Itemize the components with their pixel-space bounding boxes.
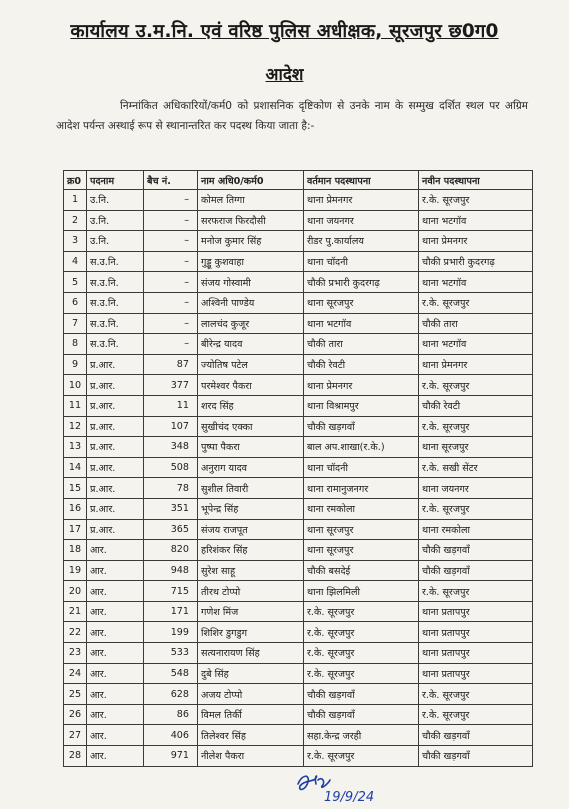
cell-new-posting: र.के. सूरजपुर: [419, 581, 533, 602]
cell-new-posting: थाना प्रतापपुर: [419, 663, 533, 684]
cell-serial: 15: [64, 478, 87, 499]
cell-serial: 7: [64, 313, 87, 334]
table-row: [64, 601, 533, 622]
cell-name: शरद सिंह: [198, 395, 304, 416]
cell-current-posting: थाना झिलमिली: [304, 581, 419, 602]
cell-current-posting: थाना भटगॉव: [304, 313, 419, 334]
cell-serial: 28: [64, 746, 87, 767]
cell-new-posting: थाना रमकोला: [419, 519, 533, 540]
cell-name: परमेश्वर पैकरा: [198, 375, 304, 396]
cell-designation: प्र.आर.: [87, 437, 144, 458]
table-row: [64, 251, 533, 272]
cell-new-posting: र.के. सखी सेंटर: [419, 457, 533, 478]
cell-serial: 9: [64, 354, 87, 375]
cell-designation: स.उ.नि.: [87, 292, 144, 313]
cell-name: गुड्डू कुशवाहा: [198, 251, 304, 272]
header-serial: क्र0: [64, 171, 87, 190]
cell-name: दुबे सिंह: [198, 663, 304, 684]
cell-batch-number: 971: [144, 746, 198, 767]
cell-new-posting: थाना सूरजपुर: [419, 437, 533, 458]
cell-designation: प्र.आर.: [87, 375, 144, 396]
cell-batch-number: 78: [144, 478, 198, 499]
cell-serial: 11: [64, 395, 87, 416]
cell-batch-number: –: [144, 251, 198, 272]
cell-batch-number: –: [144, 292, 198, 313]
cell-name: पुष्पा पैकरा: [198, 437, 304, 458]
cell-batch-number: 87: [144, 354, 198, 375]
cell-name: मनोज कुमार सिंह: [198, 231, 304, 252]
cell-current-posting: थाना रमकोला: [304, 498, 419, 519]
cell-new-posting: थाना भटगॉव: [419, 272, 533, 293]
cell-name: सुरेश साहू: [198, 560, 304, 581]
table-row: [64, 395, 533, 416]
cell-batch-number: 820: [144, 540, 198, 561]
cell-new-posting: थाना प्रतापपुर: [419, 643, 533, 664]
cell-batch-number: 508: [144, 457, 198, 478]
signature-stroke: [318, 779, 330, 788]
cell-serial: 22: [64, 622, 87, 643]
header-new-posting: नवीन पदस्थापना: [419, 171, 533, 190]
cell-designation: स.उ.नि.: [87, 251, 144, 272]
cell-designation: प्र.आर.: [87, 395, 144, 416]
cell-designation: आर.: [87, 601, 144, 622]
cell-batch-number: –: [144, 210, 198, 231]
cell-new-posting: र.के. सूरजपुर: [419, 190, 533, 211]
table-row: [64, 334, 533, 355]
cell-new-posting: र.के. सूरजपुर: [419, 292, 533, 313]
cell-batch-number: –: [144, 190, 198, 211]
office-title: कार्यालय उ.म.नि. एवं वरिष्ठ पुलिस अधीक्षक, सूरजपुर छ0ग0: [70, 21, 499, 42]
cell-serial: 4: [64, 251, 87, 272]
cell-name: सुशील तिवारी: [198, 478, 304, 499]
cell-serial: 23: [64, 643, 87, 664]
transfer-table: [63, 170, 533, 767]
cell-new-posting: र.के. सूरजपुर: [419, 498, 533, 519]
cell-current-posting: थाना सूरजपुर: [304, 292, 419, 313]
cell-new-posting: चौकी खड़गवॉं: [419, 746, 533, 767]
cell-current-posting: र.के. सूरजपुर: [304, 643, 419, 664]
cell-designation: प्र.आर.: [87, 457, 144, 478]
header-batch-number: बैच नं.: [144, 171, 198, 190]
cell-current-posting: सहा.केन्द्र जरही: [304, 725, 419, 746]
cell-name: लालचंद कुजूर: [198, 313, 304, 334]
cell-designation: आर.: [87, 622, 144, 643]
cell-designation: आर.: [87, 560, 144, 581]
cell-current-posting: र.के. सूरजपुर: [304, 601, 419, 622]
cell-serial: 12: [64, 416, 87, 437]
cell-batch-number: 348: [144, 437, 198, 458]
cell-batch-number: 351: [144, 498, 198, 519]
cell-batch-number: 107: [144, 416, 198, 437]
cell-name: अश्विनी पाण्डेय: [198, 292, 304, 313]
cell-serial: 8: [64, 334, 87, 355]
cell-current-posting: र.के. सूरजपुर: [304, 663, 419, 684]
cell-new-posting: थाना प्रतापपुर: [419, 622, 533, 643]
cell-serial: 6: [64, 292, 87, 313]
cell-new-posting: थाना भटगॉव: [419, 210, 533, 231]
cell-designation: आर.: [87, 746, 144, 767]
table-row: [64, 663, 533, 684]
table-row: [64, 643, 533, 664]
cell-designation: आर.: [87, 663, 144, 684]
cell-name: सत्यनारायण सिंह: [198, 643, 304, 664]
table-row: [64, 313, 533, 334]
cell-designation: प्र.आर.: [87, 478, 144, 499]
table-row: [64, 210, 533, 231]
table-row: [64, 704, 533, 725]
cell-serial: 13: [64, 437, 87, 458]
cell-batch-number: –: [144, 272, 198, 293]
table-row: [64, 498, 533, 519]
order-heading: आदेश: [265, 65, 304, 85]
table-row: [64, 746, 533, 767]
table-row: [64, 272, 533, 293]
cell-batch-number: 548: [144, 663, 198, 684]
cell-serial: 20: [64, 581, 87, 602]
cell-current-posting: चौकी खड़गवॉं: [304, 416, 419, 437]
table-row: [64, 519, 533, 540]
cell-new-posting: थाना प्रेमनगर: [419, 354, 533, 375]
table-row: [64, 622, 533, 643]
header-designation: पदनाम: [87, 171, 144, 190]
intro-paragraph: निम्नांकित अधिकारियों/कर्म0 को प्रशासनिक दृष्टिकोण से उनके नाम के सम्मुख दर्शित स्थल पर अग्रिम आदेश पर्यन्त अस्थाई रूप से स्थानान्तरित कर पदस्थ किया जाता है:-: [56, 100, 528, 132]
cell-new-posting: थाना भटगॉव: [419, 334, 533, 355]
cell-designation: स.उ.नि.: [87, 272, 144, 293]
cell-designation: प्र.आर.: [87, 354, 144, 375]
cell-name: भूपेन्द्र सिंह: [198, 498, 304, 519]
cell-new-posting: र.के. सूरजपुर: [419, 684, 533, 705]
cell-name: तीरथ टोप्पो: [198, 581, 304, 602]
table-row: [64, 354, 533, 375]
cell-serial: 25: [64, 684, 87, 705]
cell-batch-number: 86: [144, 704, 198, 725]
table-row: [64, 684, 533, 705]
cell-current-posting: थाना जयनगर: [304, 210, 419, 231]
cell-batch-number: 628: [144, 684, 198, 705]
cell-current-posting: चौकी बसदेई: [304, 560, 419, 581]
cell-current-posting: चौकी खड़गवॉं: [304, 684, 419, 705]
cell-current-posting: र.के. सूरजपुर: [304, 622, 419, 643]
cell-new-posting: चौकी प्रभारी कुदरगढ़: [419, 251, 533, 272]
cell-designation: आर.: [87, 684, 144, 705]
cell-serial: 16: [64, 498, 87, 519]
cell-batch-number: –: [144, 313, 198, 334]
cell-name: तिलेश्वर सिंह: [198, 725, 304, 746]
cell-batch-number: 377: [144, 375, 198, 396]
table-row: [64, 292, 533, 313]
cell-serial: 26: [64, 704, 87, 725]
cell-designation: स.उ.नि.: [87, 313, 144, 334]
table-row: [64, 540, 533, 561]
cell-batch-number: 199: [144, 622, 198, 643]
table-row: [64, 560, 533, 581]
cell-serial: 10: [64, 375, 87, 396]
cell-designation: उ.नि.: [87, 231, 144, 252]
cell-batch-number: 171: [144, 601, 198, 622]
table-row: [64, 478, 533, 499]
cell-new-posting: चौकी रेवटी: [419, 395, 533, 416]
cell-batch-number: –: [144, 231, 198, 252]
header-name: नाम अधि0/कर्म0: [198, 171, 304, 190]
cell-serial: 21: [64, 601, 87, 622]
table-row: [64, 375, 533, 396]
table-header-row: [64, 171, 533, 190]
cell-new-posting: र.के. सूरजपुर: [419, 375, 533, 396]
cell-current-posting: चौकी तारा: [304, 334, 419, 355]
cell-designation: उ.नि.: [87, 210, 144, 231]
cell-designation: आर.: [87, 643, 144, 664]
cell-current-posting: थाना प्रेमनगर: [304, 375, 419, 396]
signature-stroke: [298, 776, 317, 789]
cell-current-posting: चौकी रेवटी: [304, 354, 419, 375]
cell-new-posting: चौकी खड़गवॉं: [419, 540, 533, 561]
cell-new-posting: चौकी खड़गवॉं: [419, 725, 533, 746]
cell-current-posting: रीडर पु.कार्यालय: [304, 231, 419, 252]
cell-current-posting: थाना सूरजपुर: [304, 519, 419, 540]
cell-name: गणेश मिंज: [198, 601, 304, 622]
cell-name: संजय राजपूत: [198, 519, 304, 540]
cell-current-posting: र.के. सूरजपुर: [304, 746, 419, 767]
cell-new-posting: थाना प्रेमनगर: [419, 231, 533, 252]
cell-designation: आर.: [87, 725, 144, 746]
cell-designation: स.उ.नि.: [87, 334, 144, 355]
cell-name: कोमल तिग्गा: [198, 190, 304, 211]
cell-current-posting: थाना प्रेमनगर: [304, 190, 419, 211]
cell-name: नीलेश पैकरा: [198, 746, 304, 767]
signature-date: 19/9/24: [324, 790, 375, 805]
cell-serial: 18: [64, 540, 87, 561]
cell-new-posting: थाना जयनगर: [419, 478, 533, 499]
table-row: [64, 231, 533, 252]
cell-new-posting: र.के. सूरजपुर: [419, 704, 533, 725]
cell-serial: 2: [64, 210, 87, 231]
cell-name: सुखीचंद एक्का: [198, 416, 304, 437]
cell-designation: प्र.आर.: [87, 498, 144, 519]
cell-batch-number: 715: [144, 581, 198, 602]
table-body: [64, 190, 533, 767]
cell-serial: 27: [64, 725, 87, 746]
cell-new-posting: र.के. सूरजपुर: [419, 416, 533, 437]
cell-name: हरिशंकर सिंह: [198, 540, 304, 561]
cell-new-posting: थाना प्रतापपुर: [419, 601, 533, 622]
header-current-posting: वर्तमान पदस्थापना: [304, 171, 419, 190]
cell-designation: प्र.आर.: [87, 416, 144, 437]
cell-serial: 24: [64, 663, 87, 684]
cell-current-posting: बाल अप.शाखा(र.के.): [304, 437, 419, 458]
table-row: [64, 725, 533, 746]
cell-name: संजय गोस्वामी: [198, 272, 304, 293]
cell-name: अजय टोप्पो: [198, 684, 304, 705]
cell-current-posting: थाना चॉदनी: [304, 251, 419, 272]
signature: [292, 770, 402, 806]
cell-serial: 1: [64, 190, 87, 211]
cell-designation: प्र.आर.: [87, 519, 144, 540]
cell-serial: 3: [64, 231, 87, 252]
cell-designation: आर.: [87, 581, 144, 602]
table-row: [64, 457, 533, 478]
cell-name: विमल तिर्की: [198, 704, 304, 725]
table-row: [64, 437, 533, 458]
cell-serial: 19: [64, 560, 87, 581]
cell-name: बीरेन्द्र यादव: [198, 334, 304, 355]
cell-batch-number: 365: [144, 519, 198, 540]
table-row: [64, 581, 533, 602]
cell-new-posting: चौकी तारा: [419, 313, 533, 334]
cell-batch-number: 948: [144, 560, 198, 581]
table-row: [64, 416, 533, 437]
cell-serial: 5: [64, 272, 87, 293]
cell-name: सरफराज फिरदौसी: [198, 210, 304, 231]
cell-serial: 17: [64, 519, 87, 540]
cell-new-posting: चौकी खड़गवॉं: [419, 560, 533, 581]
cell-name: ज्योतिष पटेल: [198, 354, 304, 375]
cell-current-posting: थाना सूरजपुर: [304, 540, 419, 561]
cell-name: अनुराग यादव: [198, 457, 304, 478]
cell-designation: उ.नि.: [87, 190, 144, 211]
cell-current-posting: थाना विश्रामपुर: [304, 395, 419, 416]
cell-designation: आर.: [87, 540, 144, 561]
cell-current-posting: चौकी प्रभारी कुदरगढ़: [304, 272, 419, 293]
cell-designation: आर.: [87, 704, 144, 725]
cell-batch-number: 11: [144, 395, 198, 416]
cell-name: शिशिर डुगडुग: [198, 622, 304, 643]
cell-batch-number: 406: [144, 725, 198, 746]
cell-serial: 14: [64, 457, 87, 478]
cell-batch-number: –: [144, 334, 198, 355]
cell-current-posting: थाना रामानुजनगर: [304, 478, 419, 499]
cell-current-posting: थाना चॉदनी: [304, 457, 419, 478]
table-row: [64, 190, 533, 211]
cell-current-posting: चौकी खड़गवॉं: [304, 704, 419, 725]
cell-batch-number: 533: [144, 643, 198, 664]
